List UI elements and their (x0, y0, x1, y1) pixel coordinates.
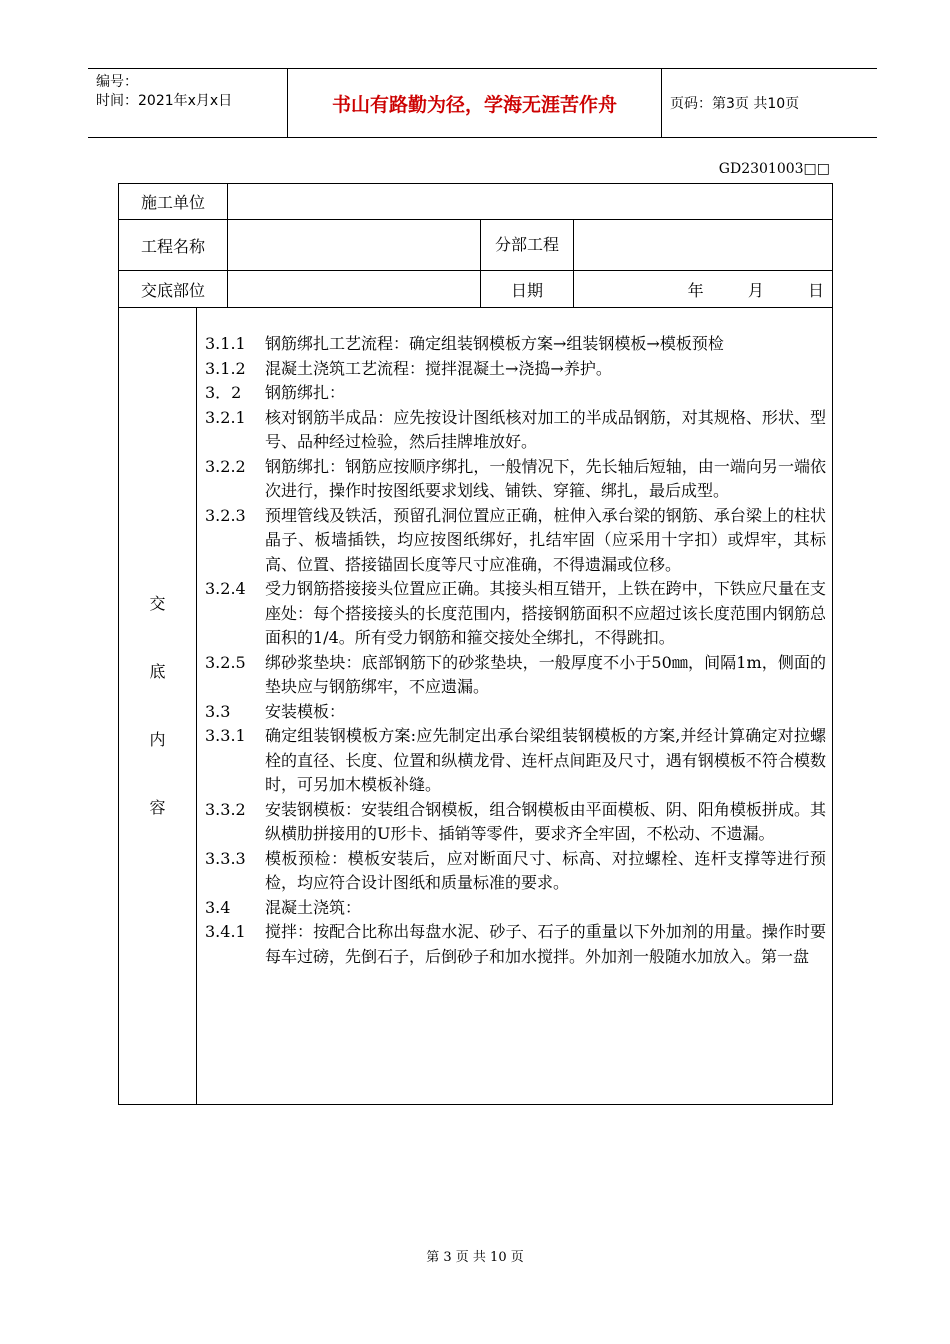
paragraph-number: 3.2.3 (205, 505, 246, 525)
paragraph-number: 3.4.1 (205, 922, 246, 941)
paragraph-text: 钢筋绑扎：钢筋应按顺序绑扎，一般情况下，先长轴后短轴，由一端向另一端依次进行，操作时按图纸要求划线、铺铁、穿箍、绑扎，最后成型。 (265, 456, 827, 500)
paragraph-number: 3．2 (205, 383, 242, 402)
paragraph-text: 混凝土浇筑： (265, 897, 362, 917)
paragraph-text: 安装钢模板：安装组合钢模板，组合钢模板由平面模板、阴、阳角模板拼成。其纵横肋拼接用的U形卡、插销等零件，要求齐全牢固，不松动、不遗漏。 (265, 799, 827, 843)
paragraph-number: 3.2.2 (205, 456, 246, 476)
date-day: 日 (808, 280, 825, 300)
paragraph-text: 钢筋绑扎工艺流程：确定组装钢模板方案→组装钢模板→模板预检 (265, 334, 724, 353)
paragraph-number: 3.1.2 (205, 358, 246, 378)
sub-project-value (574, 220, 833, 271)
content-paragraph (205, 847, 826, 896)
number-label: 编号： (96, 74, 138, 90)
content-paragraph (205, 455, 826, 504)
content-paragraph (205, 920, 826, 969)
content-body (197, 308, 833, 1105)
content-paragraph (205, 700, 826, 725)
content-paragraph (205, 504, 826, 578)
paragraph-text: 受力钢筋搭接接头位置应正确。其接头相互错开，上铁在跨中，下铁应尺量在支座处：每个搭接接头的长度范围内，搭接钢筋面积不应超过该长度范围内钢筋总面积的1/4。所有受力钢筋和箍交接处全绑扎，不得跳扣。 (265, 579, 827, 647)
date-year: 年 (687, 280, 704, 300)
paragraph-text: 钢筋绑扎： (265, 383, 346, 402)
header-divider (661, 69, 662, 137)
paragraph-number: 3.3.2 (205, 799, 246, 819)
paragraph-number: 3.2.4 (205, 579, 246, 598)
content-paragraph (205, 798, 826, 847)
paragraph-text: 安装模板： (265, 701, 346, 721)
content-paragraph (205, 724, 826, 798)
paragraph-number: 3.3.3 (205, 848, 246, 868)
paragraph-text: 搅拌：按配合比称出每盘水泥、砂子、石子的重量以下外加剂的用量。操作时要每车过磅，先倒石子，后倒砂子和加水搅拌。外加剂一般随水加放入。第一盘 (265, 922, 827, 966)
content-side-char: 交 (149, 594, 166, 613)
content-paragraph (205, 651, 826, 700)
paragraph-text: 绑砂浆垫块：底部钢筋下的砂浆垫块，一般厚度不小于50㎜，间隔1m，侧面的垫块应与钢筋绑牢，不应遗漏。 (265, 652, 827, 696)
sub-project-label: 分部工程 (481, 220, 574, 271)
project-name-value (228, 220, 481, 271)
content-row (119, 308, 833, 1105)
page-footer: 第 3 页 共 10 页 (426, 1250, 524, 1265)
content-paragraph (205, 577, 826, 651)
date-month: 月 (747, 280, 764, 300)
handover-part-label: 交底部位 (119, 271, 228, 308)
construction-unit-label: 施工单位 (119, 184, 228, 220)
project-name-label: 工程名称 (119, 220, 228, 271)
paragraph-text: 核对钢筋半成品：应先按设计图纸核对加工的半成品钢筋，对其规格、形状、型号、品种经过检验，然后挂牌堆放好。 (265, 407, 827, 451)
content-paragraph (205, 896, 826, 921)
content-side-char: 底 (149, 662, 166, 681)
paragraph-text: 确定组装钢模板方案:应先制定出承台梁组装钢模板的方案,并经计算确定对拉螺栓的直径、长度、位置和纵横龙骨、连杆点间距及尺寸，遇有钢模板不符合模数时，可另加木模板补缝。 (265, 726, 827, 794)
handover-form (118, 183, 833, 1105)
paragraph-number: 3.2.5 (205, 652, 246, 672)
content-paragraph (205, 406, 826, 455)
paragraph-number: 3.1.1 (205, 334, 246, 353)
construction-unit-row (119, 184, 833, 220)
time-label: 时间：2021年x月x日 (96, 93, 233, 109)
content-paragraph (205, 332, 826, 357)
paragraph-number: 3.2.1 (205, 407, 246, 427)
header-motto: 书山有路勤为径，学海无涯苦作舟 (331, 93, 617, 116)
page-header (88, 68, 877, 138)
paragraph-number: 3.3.1 (205, 726, 246, 745)
date-value (574, 271, 833, 308)
content-side-char: 内 (149, 730, 166, 749)
content-paragraph (205, 357, 826, 382)
header-page-info: 页码：第3页 共10页 (670, 96, 800, 112)
paragraph-text: 模板预检：模板安装后，应对断面尺寸、标高、对拉螺栓、连杆支撑等进行预检，均应符合设计图纸和质量标准的要求。 (265, 848, 827, 892)
document-code: GD2301003□□ (718, 161, 830, 177)
date-label: 日期 (481, 271, 574, 308)
handover-part-value (228, 271, 481, 308)
construction-unit-value (228, 184, 833, 220)
paragraph-number: 3.3 (205, 701, 231, 721)
content-paragraph (205, 381, 826, 406)
header-meta (96, 73, 286, 111)
paragraph-number: 3.4 (205, 897, 231, 917)
content-side-char: 容 (149, 798, 166, 817)
paragraph-text: 预埋管线及铁活，预留孔洞位置应正确，桩伸入承台梁的钢筋、承台梁上的柱状晶子、板墙插铁，均应按图纸绑好，扎结牢固（应采用十字扣）或焊牢，其标高、位置、搭接锚固长度等尺寸应准确，不得遗漏或位移。 (265, 505, 827, 574)
content-side-label (119, 308, 197, 1105)
handover-part-row (119, 271, 833, 308)
paragraph-text: 混凝土浇筑工艺流程：搅拌混凝土→浇捣→养护。 (265, 358, 612, 378)
project-name-row (119, 220, 833, 271)
